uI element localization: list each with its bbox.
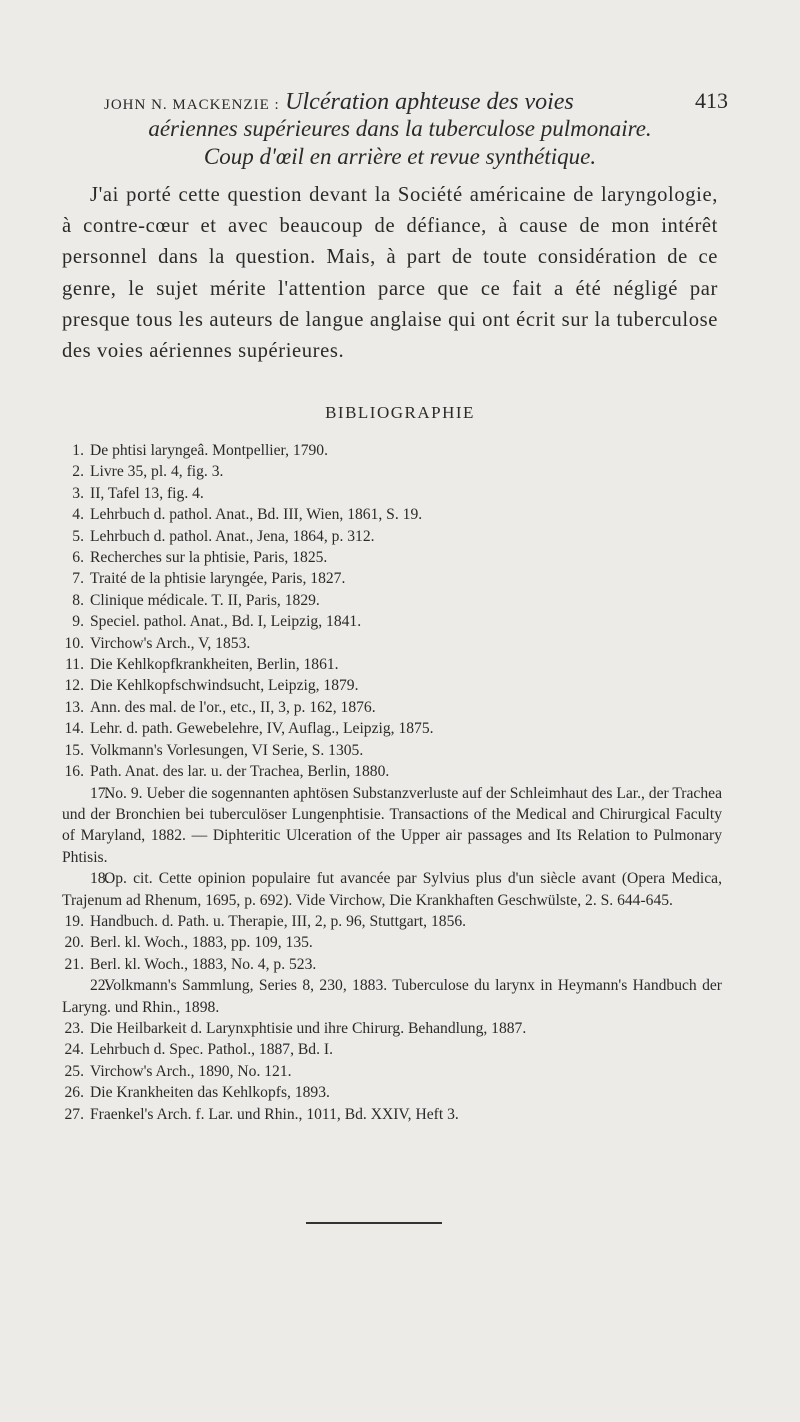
bibliography-item-text: Die Kehlkopfschwindsucht, Leipzig, 1879.: [90, 677, 359, 695]
bibliography-item: [62, 611, 722, 632]
bibliography-item-text: Path. Anat. des lar. u. der Trachea, Berlin, 1880.: [90, 763, 390, 781]
bibliography-item: [62, 440, 722, 461]
bibliography-item: [62, 1018, 722, 1039]
bibliography-item-text: Lehrbuch d. pathol. Anat., Bd. III, Wien, 1861, S. 19.: [90, 506, 423, 524]
end-rule: [306, 1222, 442, 1224]
bibliography-item-text: Virchow's Arch., V, 1853.: [90, 634, 251, 652]
bibliography-item-number: 17.: [90, 784, 110, 802]
bibliography-item-text: Lehr. d. path. Gewebelehre, IV, Auflag., Leipzig, 1875.: [90, 720, 434, 738]
bibliography-item-number: 11.: [65, 656, 84, 674]
bibliography-item: [62, 740, 722, 761]
bibliography-item-text: II, Tafel 13, fig. 4.: [90, 484, 204, 502]
bibliography-item-number: 16.: [64, 763, 84, 781]
bibliography-item-number: 22.: [90, 977, 110, 995]
intro-text: J'ai porté cette question devant la Société américaine de laryngologie, à contre-cœur et avec beaucoup de défiance, à cause de mon intérêt personnel dans la question. Mais, à part de toute considération de ce genre, le sujet mérite l'attention parce que ce fait a été négligé par presque tous les auteurs de langue anglaise qui ont écrit sur la tuberculose des voies aériennes supérieures.: [62, 184, 718, 363]
bibliography-item: [62, 1061, 722, 1082]
bibliography-list: [62, 440, 722, 1125]
bibliography-item-text: Berl. kl. Woch., 1883, No. 4, p. 523.: [90, 955, 317, 973]
bibliography-item-number: 21.: [64, 955, 84, 973]
bibliography-item: [62, 590, 722, 611]
bibliography-item-number: 13.: [64, 698, 84, 716]
bibliography-item-text: Lehrbuch d. pathol. Anat., Jena, 1864, p. 312.: [90, 527, 375, 545]
bibliography-item-number: 24.: [64, 1041, 84, 1059]
bibliography-item-text: Berl. kl. Woch., 1883, pp. 109, 135.: [90, 934, 313, 952]
bibliography-item-text: Die Heilbarkeit d. Larynxphtisie und ihre Chirurg. Behandlung, 1887.: [90, 1019, 527, 1037]
bibliography-item: [62, 461, 722, 482]
bibliography-item-text: Lehrbuch d. Spec. Pathol., 1887, Bd. I.: [90, 1041, 333, 1059]
bibliography-item: [62, 504, 722, 525]
bibliography-item-text: Volkmann's Vorlesungen, VI Serie, S. 1305.: [90, 741, 364, 759]
intro-paragraph: [62, 180, 718, 367]
bibliography-item-text: Die Kehlkopfkrankheiten, Berlin, 1861.: [90, 656, 339, 674]
bibliography-item-number: 8.: [72, 591, 84, 609]
bibliography-item: [62, 697, 722, 718]
bibliography-item: [62, 547, 722, 568]
bibliography-item: [62, 975, 722, 1018]
bibliography-item-number: 12.: [64, 677, 84, 695]
bibliography-item-text: Recherches sur la phtisie, Paris, 1825.: [90, 549, 328, 567]
title-line-3: Coup d'œil en arrière et revue synthétique.: [203, 144, 597, 169]
bibliography-item-text: Speciel. pathol. Anat., Bd. I, Leipzig, 1841.: [90, 613, 362, 631]
author-name: JOHN N. MACKENZIE :: [104, 97, 280, 113]
bibliography-item-text: De phtisi laryngeâ. Montpellier, 1790.: [90, 442, 328, 459]
bibliography-item: [62, 761, 722, 782]
bibliography-item-number: 4.: [72, 506, 84, 524]
bibliography-item-number: 9.: [72, 613, 84, 631]
bibliography-item-text: Op. cit. Cette opinion populaire fut avancée par Sylvius plus d'un siècle avant (Opera Medica, Trajenum ad Rhenum, 1695, p. 692). Vide Virchow, Die Krankhaften Geschwülste, 2. S. 644-645.: [62, 870, 722, 909]
article-title: Ulcération aphteuse des voies: [285, 89, 574, 115]
bibliography-item: [62, 718, 722, 739]
bibliography-item-number: 10.: [64, 634, 84, 652]
bibliography-item-text: Traité de la phtisie laryngée, Paris, 1827.: [90, 570, 346, 588]
bibliography-item: [62, 654, 722, 675]
bibliography-item-text: Livre 35, pl. 4, fig. 3.: [90, 463, 224, 481]
bibliography-item-text: Ann. des mal. de l'or., etc., II, 3, p. 162, 1876.: [90, 698, 376, 716]
bibliography-item-text: Fraenkel's Arch. f. Lar. und Rhin., 1011, Bd. XXIV, Heft 3.: [90, 1105, 459, 1123]
bibliography-item: [62, 483, 722, 504]
bibliography-item-text: Die Krankheiten das Kehlkopfs, 1893.: [90, 1084, 330, 1102]
bibliography-item: [62, 568, 722, 589]
bibliography-item-text: Clinique médicale. T. II, Paris, 1829.: [90, 591, 320, 609]
bibliography-heading: BIBLIOGRAPHIE: [325, 403, 475, 422]
bibliography-item-number: 26.: [64, 1084, 84, 1102]
bibliography-item: [62, 633, 722, 654]
bibliography-item-number: 25.: [64, 1062, 84, 1080]
bibliography-item-text: No. 9. Ueber die sogennanten aphtösen Substanzverluste auf der Schleimhaut des Lar., der Trachea und der Bronchien bei tuberculöser Lungenphtisie. Transactions of the Medical and Chirurgical Faculty of Maryland, 1882. — Diphteritic Ulceration of the Upper air passages and Its Relation to Pulmonary Phtisis.: [62, 784, 722, 866]
bibliography-item-number: 3.: [72, 484, 84, 502]
bibliography-item: [62, 932, 722, 953]
bibliography-item-text: Virchow's Arch., 1890, No. 121.: [90, 1062, 292, 1080]
bibliography-item-number: 7.: [72, 570, 84, 588]
bibliography-item-text: Handbuch. d. Path. u. Therapie, III, 2, p. 96, Stuttgart, 1856.: [90, 912, 467, 930]
bibliography-item: [62, 1082, 722, 1103]
bibliography-item: [62, 783, 722, 869]
bibliography-item-number: 2.: [72, 463, 84, 481]
bibliography-item: [62, 911, 722, 932]
bibliography-item-number: 18.: [90, 870, 110, 888]
bibliography-item: [62, 526, 722, 547]
bibliography-item-number: 6.: [72, 549, 84, 567]
page-number: 413: [695, 88, 728, 113]
bibliography-item: [62, 1104, 722, 1125]
bibliography-item: [62, 675, 722, 696]
bibliography-item-number: 19.: [64, 912, 84, 930]
bibliography-item-number: 15.: [64, 741, 84, 759]
bibliography-item: [62, 868, 722, 911]
bibliography-item-number: 20.: [64, 934, 84, 952]
bibliography-item-number: 5.: [72, 527, 84, 545]
bibliography-item-number: 14.: [64, 720, 84, 738]
bibliography-item: [62, 1039, 722, 1060]
bibliography-item-number: 1.: [72, 442, 84, 459]
bibliography-item-number: 23.: [64, 1019, 84, 1037]
bibliography-item-number: 27.: [64, 1105, 84, 1123]
bibliography-item-text: Volkmann's Sammlung, Series 8, 230, 1883. Tuberculose du larynx in Heymann's Handbuch der Laryng. und Rhin., 1898.: [62, 977, 722, 1016]
bibliography-item: [62, 954, 722, 975]
title-line-2: aériennes supérieures dans la tuberculose pulmonaire.: [148, 116, 652, 141]
